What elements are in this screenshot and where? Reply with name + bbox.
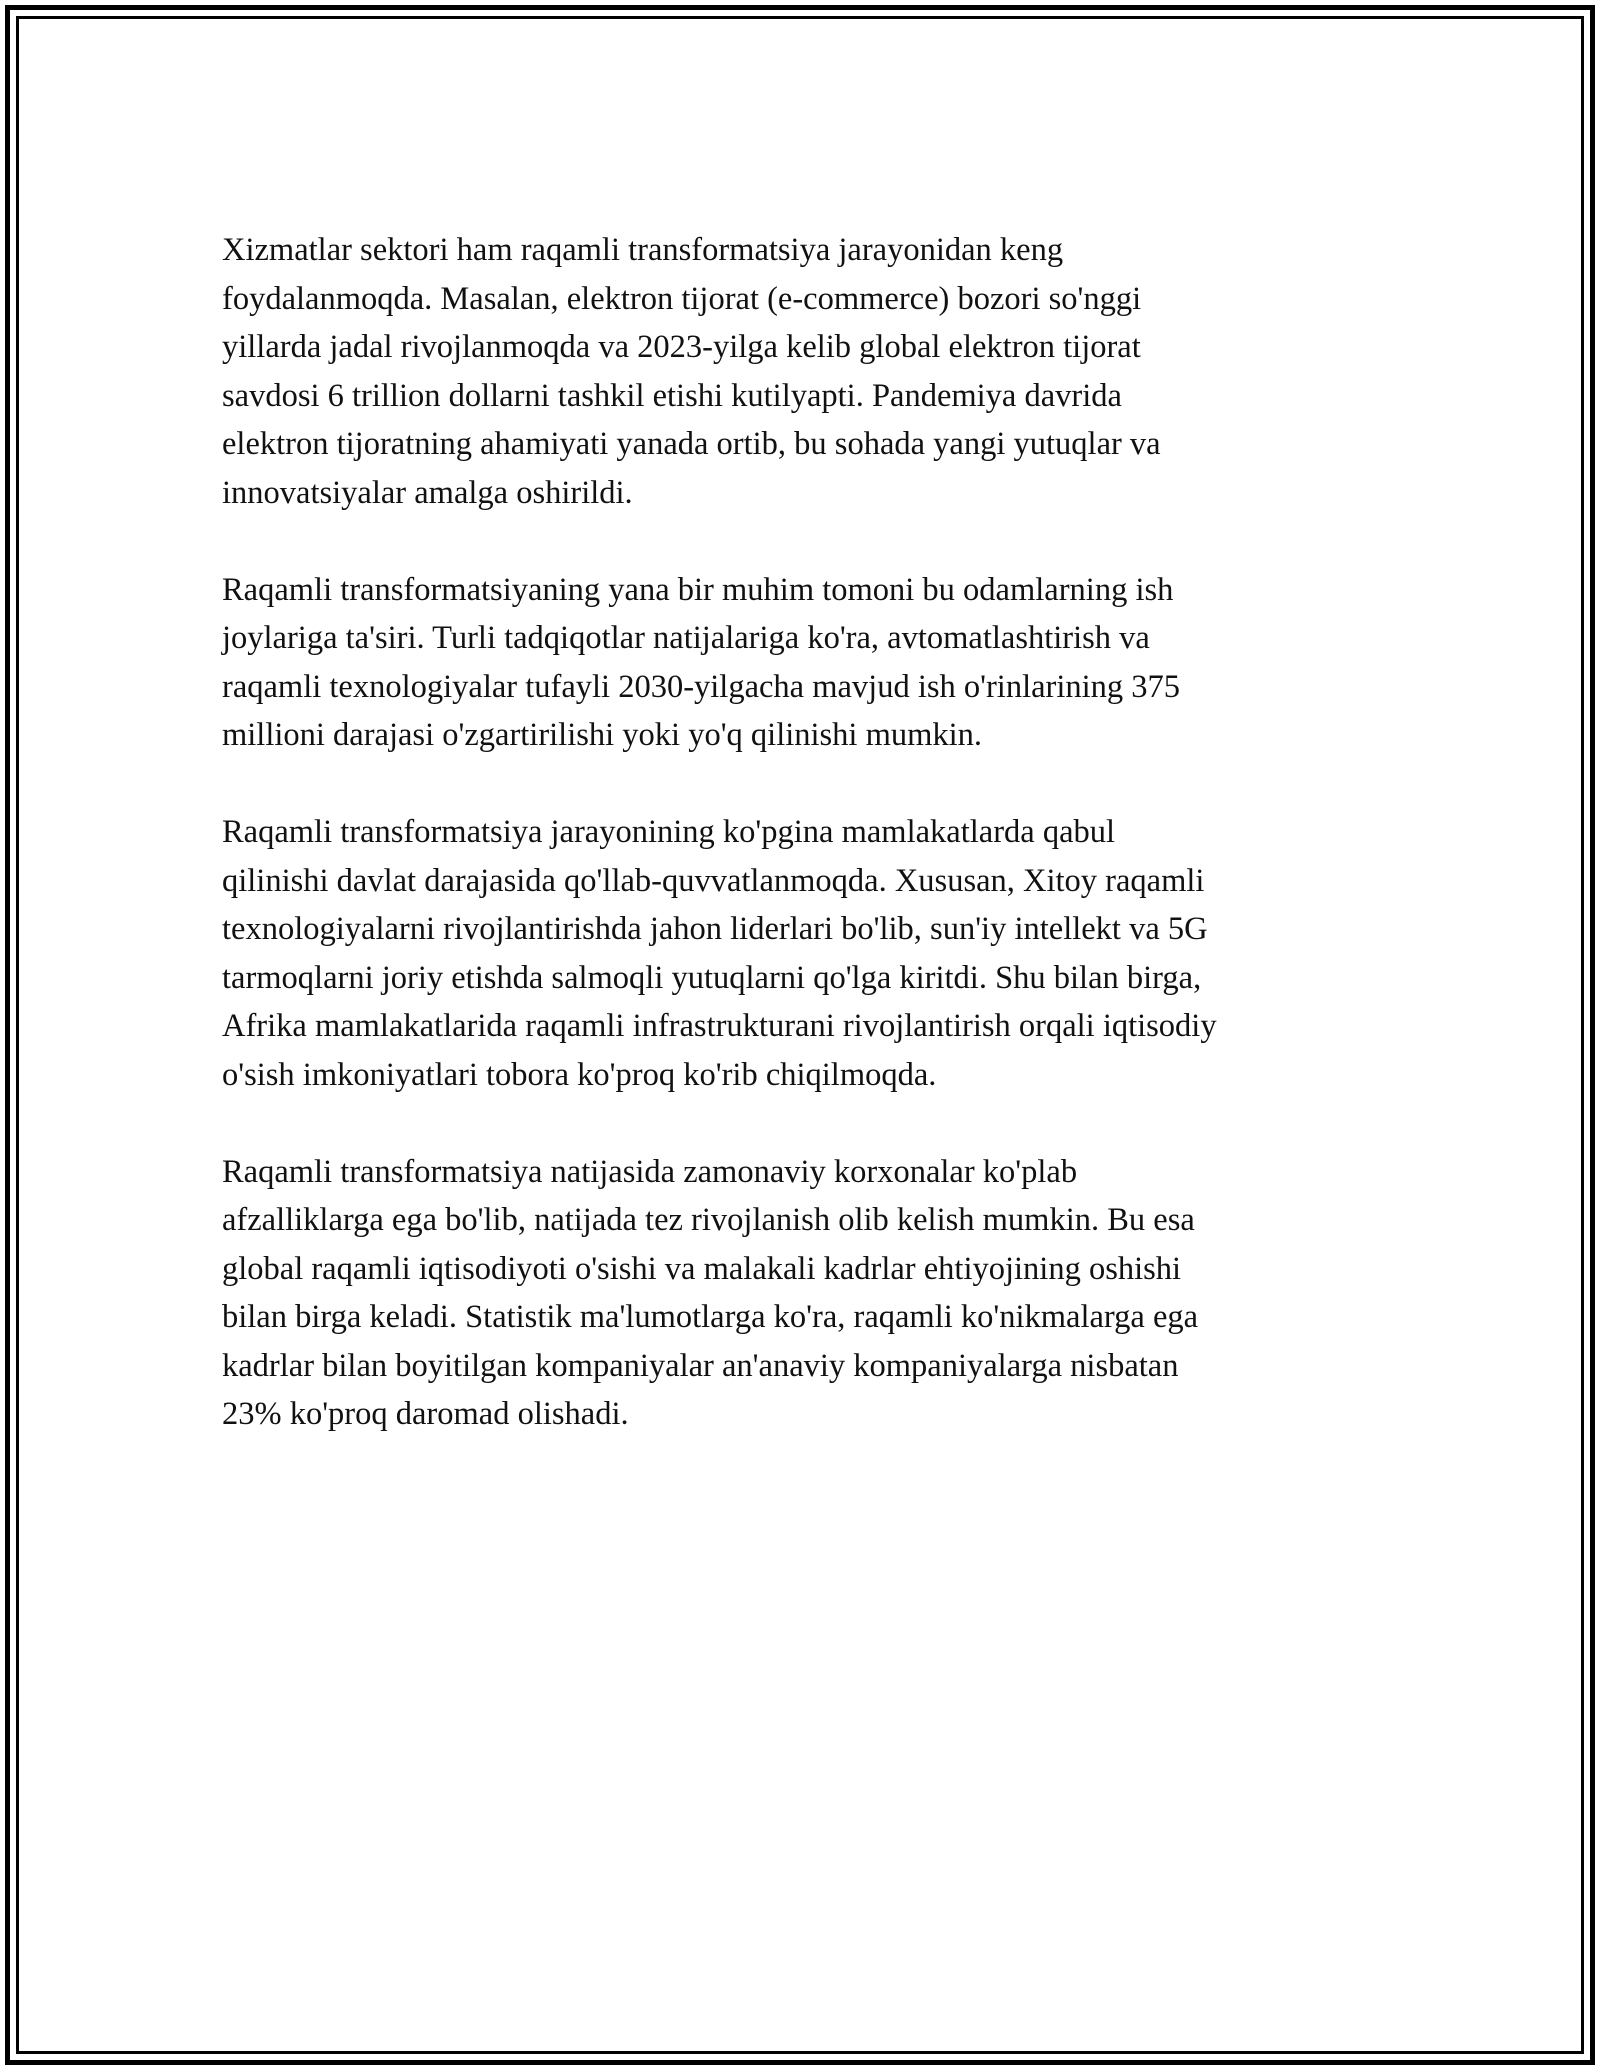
text-line: kadrlar bilan boyitilgan kompaniyalar an'anaviy kompaniyalarga nisbatan bbox=[222, 1347, 1179, 1384]
paragraph-ecommerce bbox=[222, 226, 1372, 517]
document-body bbox=[222, 226, 1372, 1487]
text-line: Raqamli transformatsiya natijasida zamonaviy korxonalar ko'plab bbox=[222, 1153, 1078, 1190]
text-line: texnologiyalarni rivojlantirishda jahon liderlari bo'lib, sun'iy intellekt va 5G bbox=[222, 911, 1208, 947]
text-line: foydalanmoqda. Masalan, elektron tijorat (e-commerce) bozori so'nggi bbox=[222, 280, 1142, 317]
paragraph-jobs bbox=[222, 566, 1372, 760]
text-line: 23% ko'proq daromad olishadi. bbox=[222, 1396, 629, 1432]
text-line: Raqamli transformatsiyaning yana bir muhim tomoni bu odamlarning ish bbox=[222, 571, 1174, 608]
text-line: afzalliklarga ega bo'lib, natijada tez rivojlanish olib kelish mumkin. Bu esa bbox=[222, 1202, 1195, 1238]
text-line: yillarda jadal rivojlanmoqda va 2023-yilga kelib global elektron tijorat bbox=[222, 329, 1141, 365]
text-line: joylariga ta'siri. Turli tadqiqotlar natijalariga ko'ra, avtomatlashtirish va bbox=[222, 620, 1150, 656]
text-line: raqamli texnologiyalar tufayli 2030-yilgacha mavjud ish o'rinlarining 375 bbox=[222, 668, 1181, 705]
paragraph-state-support bbox=[222, 808, 1372, 1099]
text-line: millioni darajasi o'zgartirilishi yoki yo'q qilinishi mumkin. bbox=[222, 717, 983, 753]
text-line: Afrika mamlakatlarida raqamli infrastrukturani rivojlantirish orqali iqtisodiy bbox=[222, 1008, 1217, 1044]
text-line: savdosi 6 trillion dollarni tashkil etishi kutilyapti. Pandemiya davrida bbox=[222, 377, 1122, 414]
text-line: qilinishi davlat darajasida qo'llab-quvvatlanmoqda. Xususan, Xitoy raqamli bbox=[222, 862, 1205, 899]
text-line: tarmoqlarni joriy etishda salmoqli yutuqlarni qo'lga kiritdi. Shu bilan birga, bbox=[222, 959, 1202, 996]
text-line: bilan birga keladi. Statistik ma'lumotlarga ko'ra, raqamli ko'nikmalarga ega bbox=[222, 1299, 1199, 1335]
text-line: innovatsiyalar amalga oshirildi. bbox=[222, 474, 633, 511]
text-line: global raqamli iqtisodiyoti o'sishi va malakali kadrlar ehtiyojining oshishi bbox=[222, 1250, 1182, 1287]
text-line: Raqamli transformatsiya jarayonining ko'pgina mamlakatlarda qabul bbox=[222, 814, 1116, 850]
paragraph-enterprises bbox=[222, 1148, 1372, 1439]
text-line: Xizmatlar sektori ham raqamli transformatsiya jarayonidan keng bbox=[222, 232, 1064, 268]
text-line: o'sish imkoniyatlari tobora ko'proq ko'rib chiqilmoqda. bbox=[222, 1056, 937, 1093]
text-line: elektron tijoratning ahamiyati yanada ortib, bu sohada yangi yutuqlar va bbox=[222, 426, 1161, 462]
